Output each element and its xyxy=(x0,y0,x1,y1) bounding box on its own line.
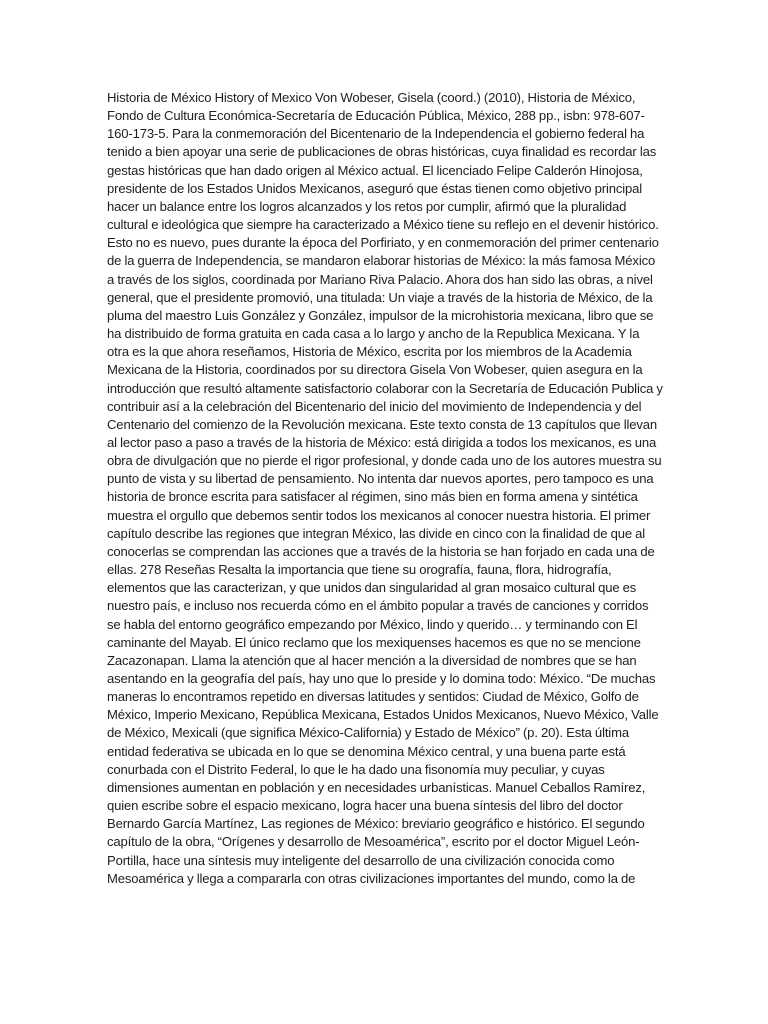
body-paragraph: Historia de México History of Mexico Von Wobeser, Gisela (coord.) (2010), Historia de México, Fondo de Cultura Económica-Secretaría de Educación Pública, México, 288 pp., isbn: 978-607-160-173-5. Para la conmemoración del Bicentenario de la Independencia el gobierno federal ha tenido a bien apoyar una serie de publicaciones de obras históricas, cuya finalidad es recordar las gestas históricas que han dado origen al México actual. El licenciado Felipe Calderón Hinojosa, presidente de los Estados Unidos Mexicanos, aseguró que éstas tienen como objetivo principal hacer un balance entre los logros alcanzados y los retos por cumplir, afirmó que la pluralidad cultural e ideológica que siempre ha caracterizado a México tiene su reflejo en el devenir histórico. Esto no es nuevo, pues durante la época del Porfiriato, y en conmemoración del primer centenario de la guerra de Independencia, se mandaron elaborar historias de México: la más famosa México a través de los siglos, coordinada por Mariano Riva Palacio. Ahora dos han sido las obras, a nivel general, que el presidente promovió, una titulada: Un viaje a través de la historia de México, de la pluma del maestro Luis González y González, impulsor de la microhistoria mexicana, libro que se ha distribuido de forma gratuita en cada casa a lo largo y ancho de la Republica Mexicana. Y la otra es la que ahora reseñamos, Historia de México, escrita por los miembros de la Academia Mexicana de la Historia, coordinados por su directora Gisela Von Wobeser, quien asegura en la introducción que resultó altamente satisfactorio colaborar con la Secretaría de Educación Publica y contribuir así a la celebración del Bicentenario del inicio del movimiento de Independencia y del Centenario del comienzo de la Revolución mexicana. Este texto consta de 13 capítulos que llevan al lector paso a paso a través de la historia de México: está dirigida a todos los mexicanos, es una obra de divulgación que no pierde el rigor profesional, y donde cada uno de los autores muestra su punto de vista y su libertad de pensamiento. No intenta dar nuevos aportes, pero tampoco es una historia de bronce escrita para satisfacer al régimen, sino más bien en forma amena y sintética muestra el orgullo que debemos sentir todos los mexicanos al conocer nuestra historia. El primer capítulo describe las regiones que integran México, las divide en cinco con la finalidad de que al conocerlas se comprendan las acciones que a través de la historia se han forjado en cada una de ellas. 278 Reseñas Resalta la importancia que tiene su orografía, fauna, flora, hidrografía, elementos que las caracterizan, y que unidos dan singularidad al gran mosaico cultural que es nuestro país, e incluso nos recuerda cómo en el ámbito popular a través de canciones y corridos se habla del entorno geográfico empezando por México, lindo y querido… y terminando con El caminante del Mayab. El único reclamo que los mexiquenses hacemos es que no se mencione Zacazonapan. Llama la atención que al hacer mención a la diversidad de nombres que se han asentando en la geografía del país, hay uno que lo preside y lo domina todo: México. “De muchas maneras lo encontramos repetido en diversas latitudes y sentidos: Ciudad de México, Golfo de México, Imperio Mexicano, República Mexicana, Estados Unidos Mexicanos, Nuevo México, Valle de México, Mexicali (que significa México-California) y Estado de México” (p. 20). Esta última entidad federativa se ubicada en lo que se denomina México central, y una buena parte está conurbada con el Distrito Federal, lo que le ha dado una fisonomía muy peculiar, y cuyas dimensiones aumentan en población y en necesidades urbanísticas. Manuel Ceballos Ramírez, quien escribe sobre el espacio mexicano, logra hacer una buena síntesis del libro del doctor Bernardo García Martínez, Las regiones de México: breviario geográfico e histórico. El segundo capítulo de la obra, “Orígenes y desarrollo de Mesoamérica”, escrito por el doctor Miguel León-Portilla, hace una síntesis muy inteligente del desarrollo de una civilización conocida como Mesoamérica y llega a compararla con otras civilizaciones importantes del mundo, como la de xyxy=(107,90,663,886)
